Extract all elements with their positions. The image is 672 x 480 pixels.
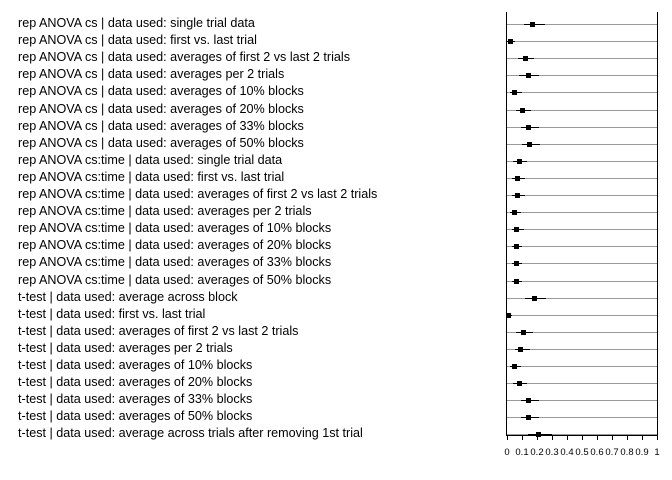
gridline [507, 229, 657, 230]
category-label: rep ANOVA cs:time | data used: averages of first 2 vs last 2 trials [18, 187, 378, 201]
data-point [526, 398, 531, 403]
gridline [507, 161, 657, 162]
data-point [532, 296, 537, 301]
category-label: rep ANOVA cs | data used: averages of 20% blocks [18, 101, 304, 116]
category-label: rep ANOVA cs:time | data used: averages of 50% blocks [18, 272, 332, 287]
data-point [514, 261, 519, 266]
data-point [514, 244, 519, 249]
gridline [507, 195, 657, 196]
category-label: t-test | data used: first vs. last trial [18, 306, 206, 321]
x-axis-tick [657, 436, 658, 440]
gridline [507, 92, 657, 93]
x-axis-tick-label: 0.5 [575, 447, 589, 458]
category-label: rep ANOVA cs:time | data used: averages of 10% blocks [18, 221, 332, 236]
category-label: t-test | data used: average across block [18, 289, 238, 304]
gridline [507, 178, 657, 179]
x-axis-tick-label: 0.7 [605, 447, 619, 458]
category-label: t-test | data used: averages of 50% blocks [18, 409, 253, 424]
x-axis-tick [537, 436, 538, 440]
category-label: t-test | data used: average across trials after removing 1st trial [18, 426, 363, 441]
data-point [526, 415, 531, 420]
x-axis-tick [552, 436, 553, 440]
x-axis-tick [597, 436, 598, 440]
gridline [507, 281, 657, 282]
gridline [507, 263, 657, 264]
category-label: rep ANOVA cs:time | data used: averages of 20% blocks [18, 238, 332, 253]
axis-right [657, 12, 658, 436]
x-axis-tick [642, 436, 643, 440]
x-axis-tick-label: 0.4 [560, 447, 574, 458]
data-point [530, 22, 535, 27]
category-label: rep ANOVA cs | data used: averages of 50% blocks [18, 135, 304, 150]
category-label: rep ANOVA cs:time | data used: averages per 2 trials [18, 204, 312, 219]
x-axis-tick-label: 0.8 [620, 447, 634, 458]
data-point [523, 56, 528, 61]
data-point [512, 90, 517, 95]
x-axis-tick-label: 0.9 [635, 447, 649, 458]
data-point [512, 210, 517, 215]
gridline [507, 366, 657, 367]
data-point [526, 125, 531, 130]
category-label: rep ANOVA cs:time | data used: averages of 33% blocks [18, 255, 332, 270]
gridline [507, 246, 657, 247]
x-axis-tick-label: 0.1 [515, 447, 529, 458]
category-label: rep ANOVA cs | data used: averages of 33% blocks [18, 118, 304, 133]
category-label: rep ANOVA cs:time | data used: single trial data [18, 152, 283, 167]
x-axis-tick [612, 436, 613, 440]
x-axis-tick-labels [506, 447, 666, 463]
x-axis-tick-label: 0 [504, 447, 510, 458]
data-point [508, 39, 513, 44]
gridline [507, 41, 657, 42]
gridline [507, 349, 657, 350]
data-point [515, 193, 520, 198]
data-point [514, 279, 519, 284]
plot-area [506, 12, 658, 436]
x-axis-tick-label: 0.2 [530, 447, 544, 458]
data-point [517, 381, 522, 386]
category-label: t-test | data used: averages of 33% blocks [18, 392, 253, 407]
data-point [514, 227, 519, 232]
category-label: t-test | data used: averages of 10% blocks [18, 358, 253, 372]
data-point [518, 347, 523, 352]
data-point [520, 108, 525, 113]
data-point [512, 364, 517, 369]
x-axis-tick [582, 436, 583, 440]
x-axis-tick-label: 0.6 [590, 447, 604, 458]
data-point [527, 142, 532, 147]
x-axis-tick [522, 436, 523, 440]
data-point [517, 159, 522, 164]
x-axis-tick-label: 1 [654, 447, 660, 458]
x-axis-tick [507, 436, 508, 440]
x-axis-tick-label: 0.3 [545, 447, 559, 458]
data-point [526, 73, 531, 78]
gridline [507, 315, 657, 316]
category-label: t-test | data used: averages of first 2 vs last 2 trials [18, 323, 299, 338]
category-label: rep ANOVA cs | data used: averages of 10% blocks [18, 84, 304, 99]
category-label: rep ANOVA cs:time | data used: first vs. last trial [18, 169, 285, 184]
category-label: rep ANOVA cs | data used: single trial data [18, 16, 255, 30]
data-point [506, 313, 511, 318]
data-point [521, 330, 526, 335]
gridline [507, 212, 657, 213]
x-axis-tick [567, 436, 568, 440]
category-label: rep ANOVA cs | data used: first vs. last trial [18, 33, 257, 48]
x-axis-tick [627, 436, 628, 440]
data-point [515, 176, 520, 181]
category-label: t-test | data used: averages per 2 trials [18, 340, 233, 355]
category-label: rep ANOVA cs | data used: averages of first 2 vs last 2 trials [18, 50, 351, 65]
gridline [507, 383, 657, 384]
category-label: t-test | data used: averages of 20% blocks [18, 375, 253, 390]
category-label: rep ANOVA cs | data used: averages per 2 trials [18, 67, 285, 82]
